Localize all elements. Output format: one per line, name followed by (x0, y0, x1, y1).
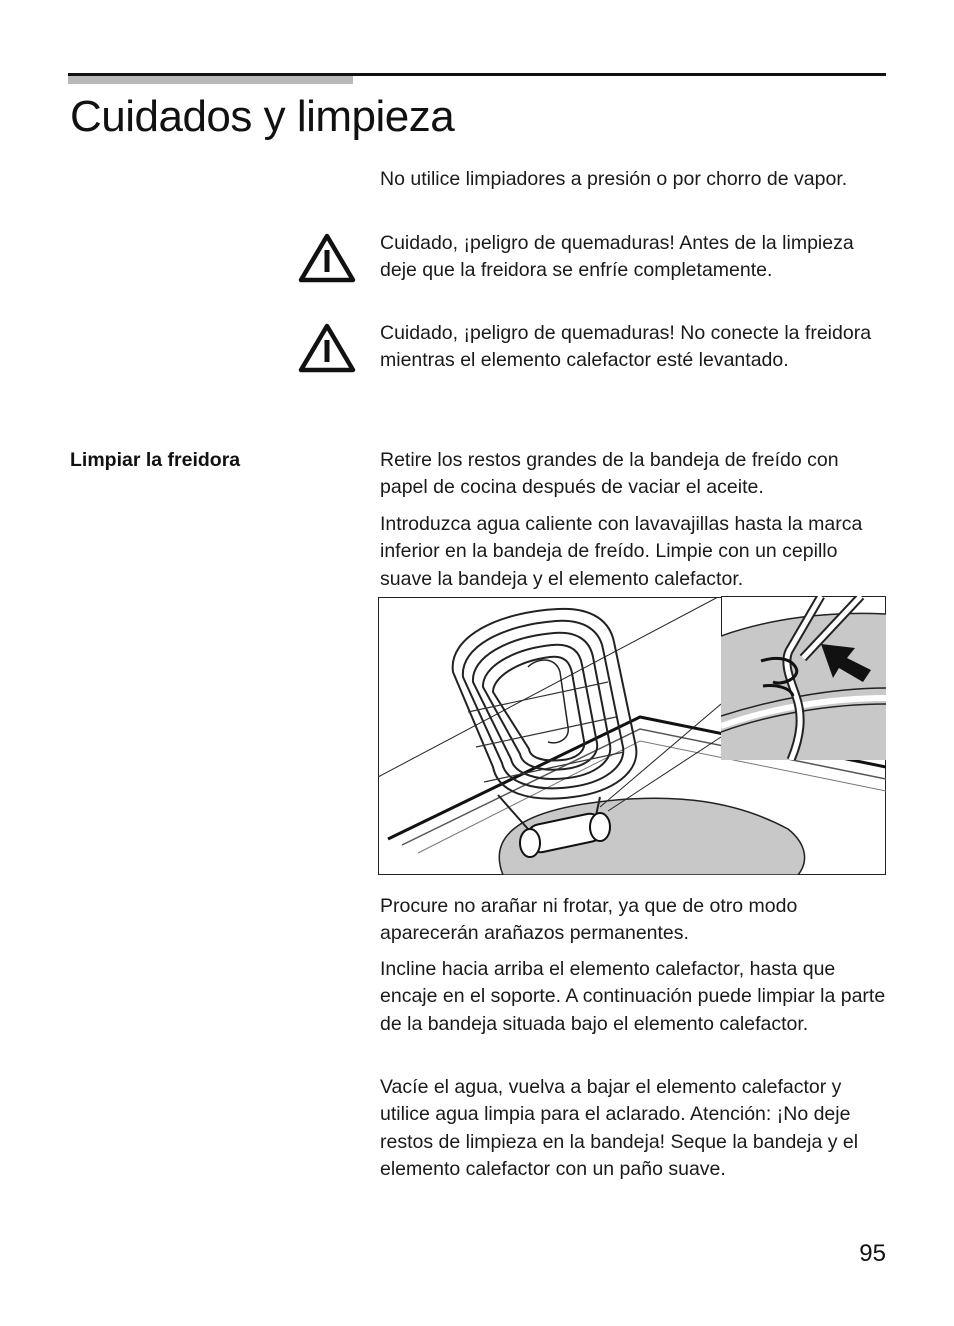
warning-triangle-icon (298, 322, 356, 374)
section-paragraph-4: Incline hacia arriba el elemento calefactor, hasta que encaje en el soporte. A continuación puede limpiar la parte de la bandeja situada bajo el elemento calefactor. (380, 958, 886, 1035)
section-heading: Limpiar la freidora (70, 449, 241, 471)
warning-burn-heating-element: Cuidado, ¡peligro de quemaduras! No conecte la freidora mientras el elemento calefactor esté levantado. (380, 322, 872, 372)
header-rule (68, 73, 886, 76)
section-paragraph-3: Procure no arañar ni frotar, ya que de otro modo aparecerán arañazos permanentes. (380, 895, 798, 945)
header-accent-bar (68, 76, 353, 84)
page-title: Cuidados y limpieza (70, 92, 455, 141)
page-number: 95 (859, 1240, 886, 1267)
warning-triangle-icon (298, 232, 356, 284)
warning-burn-cooling: Cuidado, ¡peligro de quemaduras! Antes de la limpieza deje que la freidora se enfríe completamente. (380, 232, 854, 282)
section-paragraph-5: Vacíe el agua, vuelva a bajar el elemento calefactor y utilice agua limpia para el aclarado. Atención: ¡No deje restos de limpieza en la bandeja! Seque la bandeja y el elemento calefactor con un paño suave. (380, 1076, 859, 1180)
detail-inset-illustration (721, 596, 886, 760)
intro-paragraph: No utilice limpiadores a presión o por chorro de vapor. (380, 168, 848, 190)
section-paragraph-2: Introduzca agua caliente con lavavajillas hasta la marca inferior en la bandeja de freído. Limpie con un cepillo suave la bandeja y el elemento calefactor. (380, 513, 863, 590)
section-paragraph-1: Retire los restos grandes de la bandeja de freído con papel de cocina después de vaciar el aceite. (380, 449, 839, 499)
